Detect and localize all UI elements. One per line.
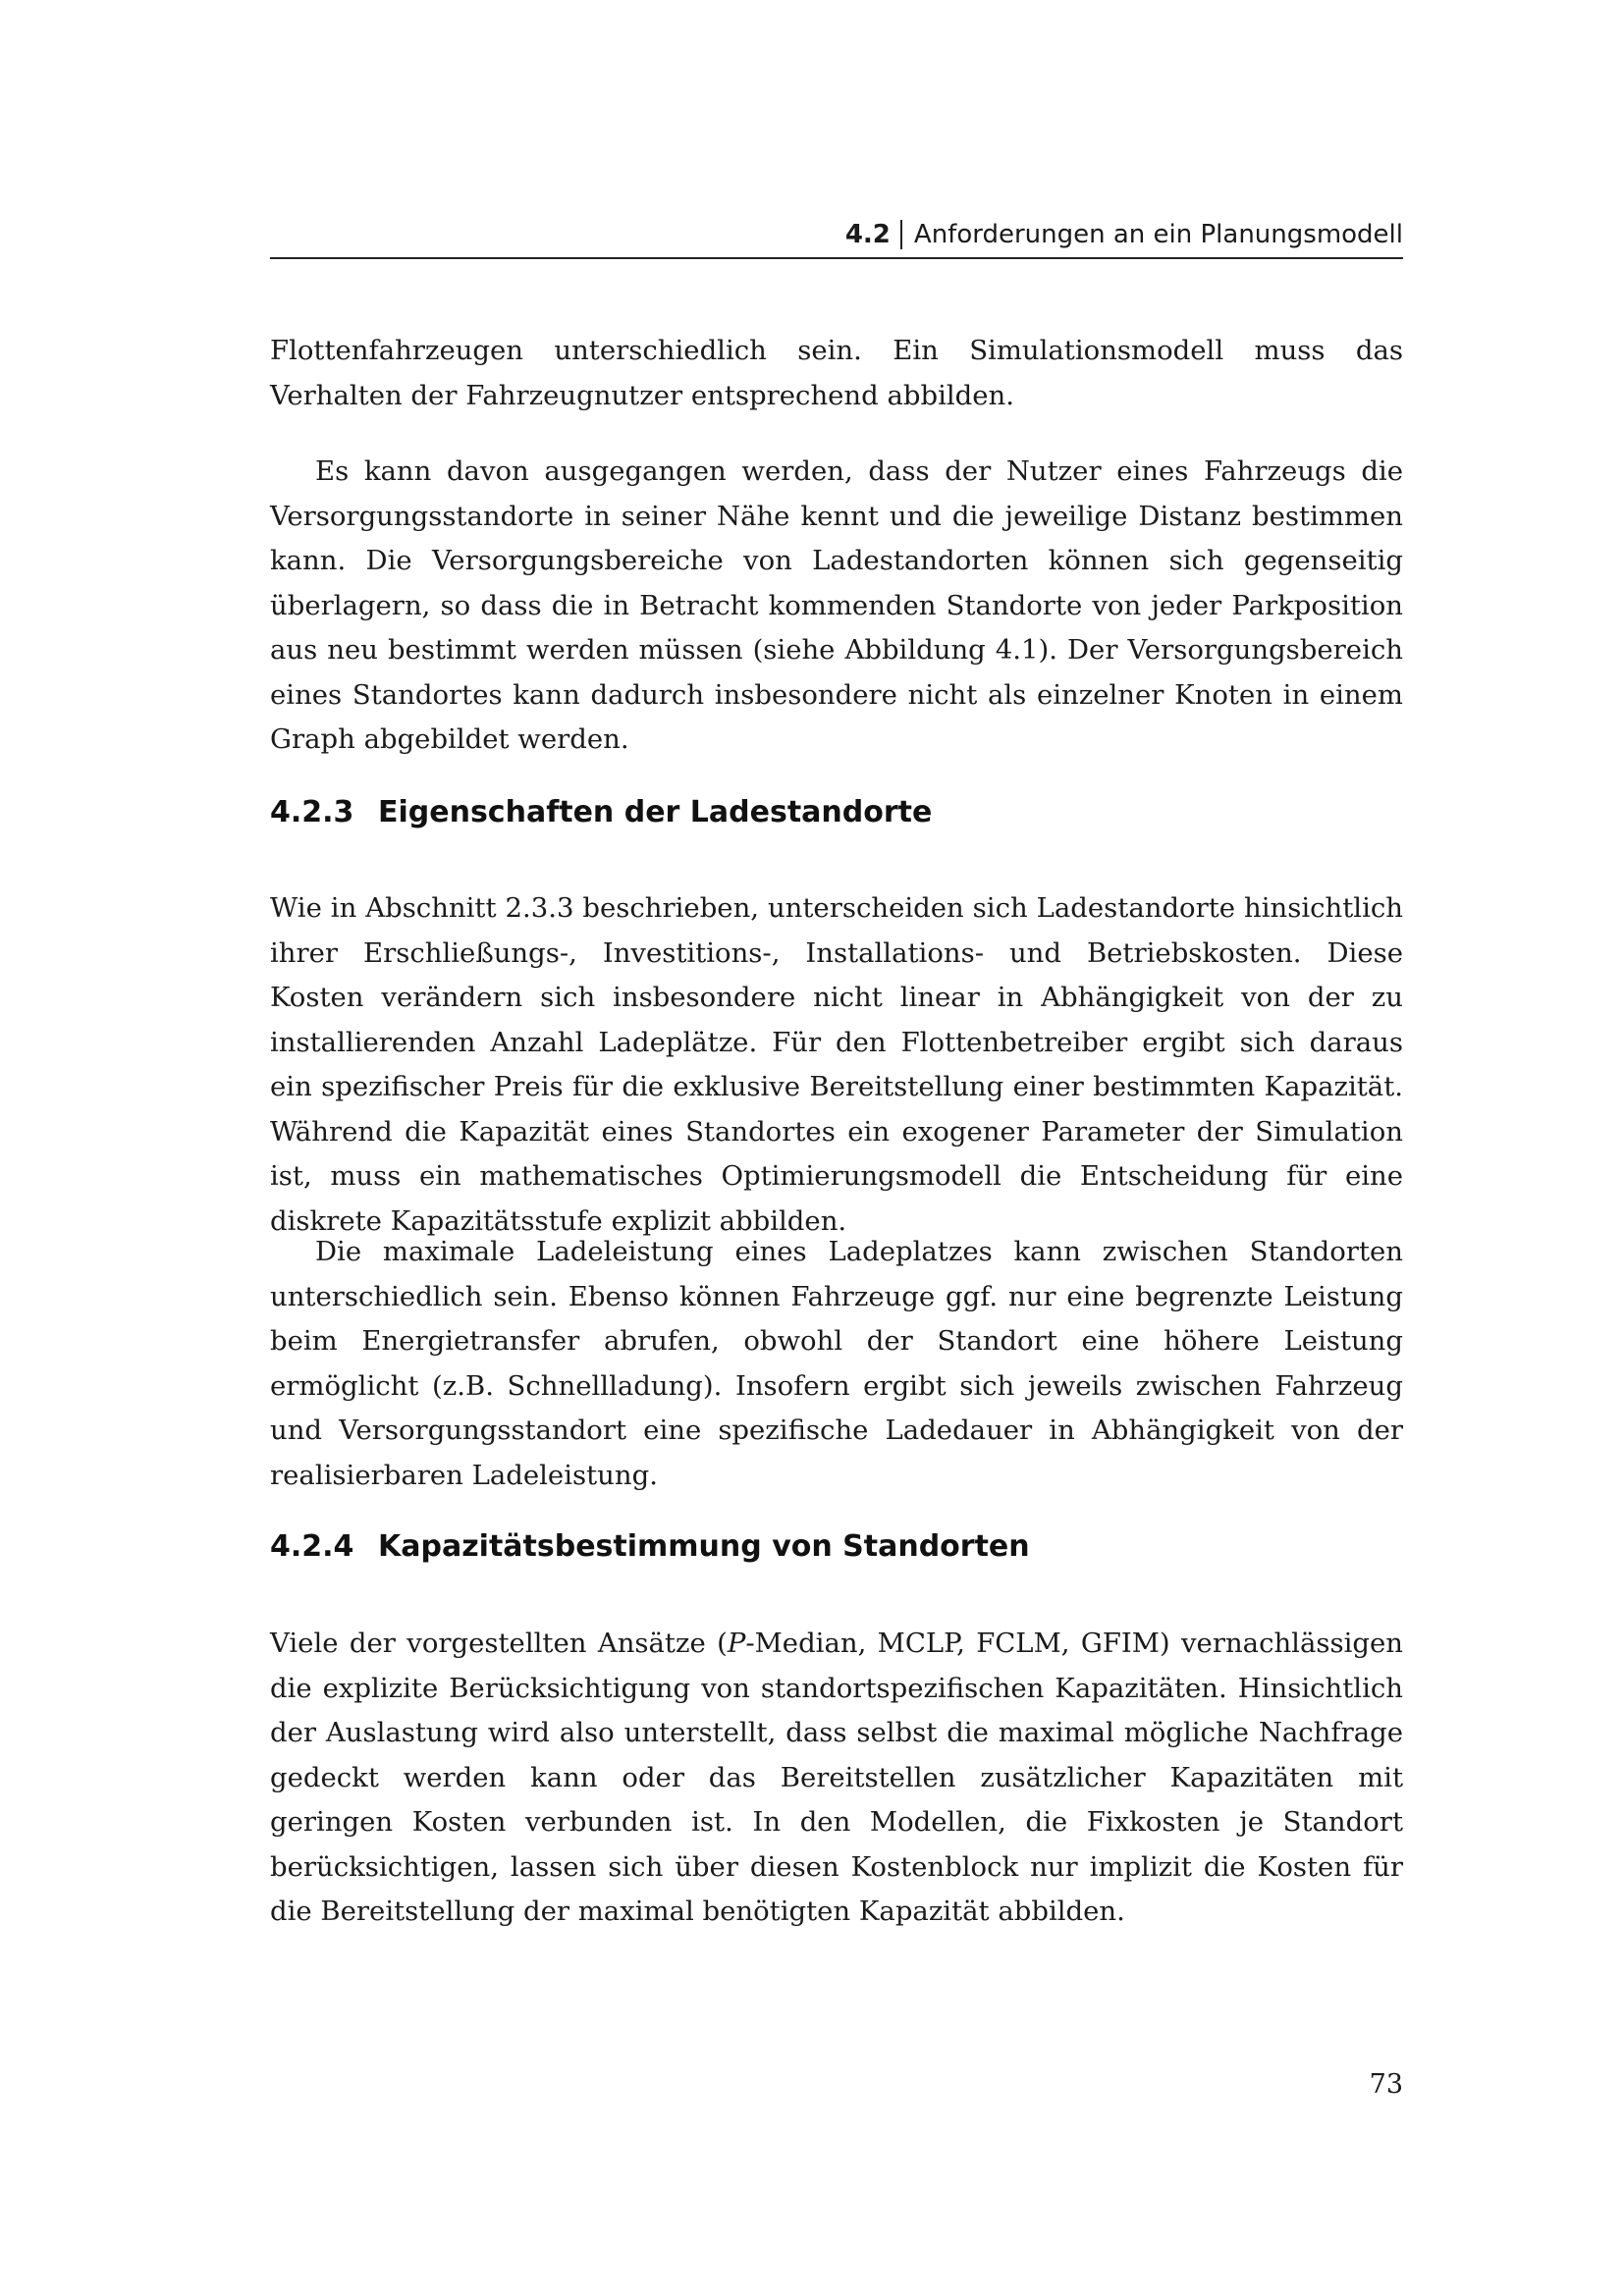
subsection-heading-4-2-4: [270, 1529, 1403, 1564]
subsection-number: 4.2.3: [270, 795, 354, 829]
subsection-title: Kapazitätsbestimmung von Standorten: [378, 1529, 1030, 1564]
paragraph-5-rest: -Median, MCLP, FCLM, GFIM) vernachlässigen die explizite Berücksichtigung von standortspezifischen Kapazitäten. Hinsichtlich der Auslastung wird also unterstellt, dass selbst die maximal mögliche Nachfrage gedeckt werden kann oder das Bereitstellen zusätzlicher Kapazitäten mit geringen Kosten verbunden ist. In den Modellen, die Fixkosten je Standort berücksichtigen, lassen sich über diesen Kostenblock nur implizit die Kosten für die Bereitstellung der maximal benötigten Kapazität abbilden.: [270, 1628, 1403, 1927]
header-section-title: Anforderungen an ein Planungsmodell: [913, 220, 1403, 249]
p-median-symbol: P: [727, 1628, 746, 1659]
subsection-number: 4.2.4: [270, 1529, 354, 1564]
paragraph-4: Die maximale Ladeleistung eines Ladeplatzes kann zwischen Standorten unterschiedlich sein. Ebenso können Fahrzeuge ggf. nur eine begrenzte Leistung beim Energietransfer abrufen, obwohl der Standort eine höhere Leistung ermöglicht (z.B. Schnellladung). Insofern ergibt sich jeweils zwischen Fahrzeug und Versorgungsstandort eine spezifische Ladedauer in Abhängigkeit von der realisierbaren Ladeleistung.: [270, 1236, 1403, 1491]
paragraph-5-start: Viele der vorgestellten Ansätze (: [270, 1628, 728, 1659]
header-section-number: 4.2: [845, 220, 902, 249]
subsection-title: Eigenschaften der Ladestandorte: [378, 795, 933, 829]
paragraph-3: Wie in Abschnitt 2.3.3 beschrieben, unterscheiden sich Ladestandorte hinsichtlich ihrer Erschließungs-, Investitions-, Installations- und Betriebskosten. Diese Kosten verändern sich insbesondere nicht linear in Abhängigkeit von der zu installierenden Anzahl Ladeplätze. Für den Flottenbetreiber ergibt sich daraus ein spezifischer Preis für die exklusive Bereitstellung einer bestimmten Kapazität. Während die Kapazität eines Standortes ein exogener Parameter der Simulation ist, muss ein mathematisches Optimierungsmodell die Entscheidung für eine diskrete Kapazitätsstufe explizit abbilden.: [270, 892, 1403, 1237]
paragraph-2: Es kann davon ausgegangen werden, dass der Nutzer eines Fahrzeugs die Versorgungsstandorte in seiner Nähe kennt und die jeweilige Distanz bestimmen kann. Die Versorgungsbereiche von Ladestandorten können sich gegenseitig überlagern, so dass die in Betracht kommenden Standorte von jeder Parkposition aus neu bestimmt werden müssen (siehe Abbildung 4.1). Der Versorgungsbereich eines Standortes kann dadurch insbesondere nicht als einzelner Knoten in einem Graph abgebildet werden.: [270, 455, 1403, 755]
paragraph-5: [270, 1622, 1403, 1935]
running-header: [270, 212, 1403, 259]
page-number: 73: [1369, 2069, 1403, 2100]
subsection-heading-4-2-3: [270, 795, 1403, 829]
paragraph-1: Flottenfahrzeugen unterschiedlich sein. Ein Simulationsmodell muss das Verhalten der Fahrzeugnutzer entsprechend abbilden.: [270, 335, 1403, 411]
